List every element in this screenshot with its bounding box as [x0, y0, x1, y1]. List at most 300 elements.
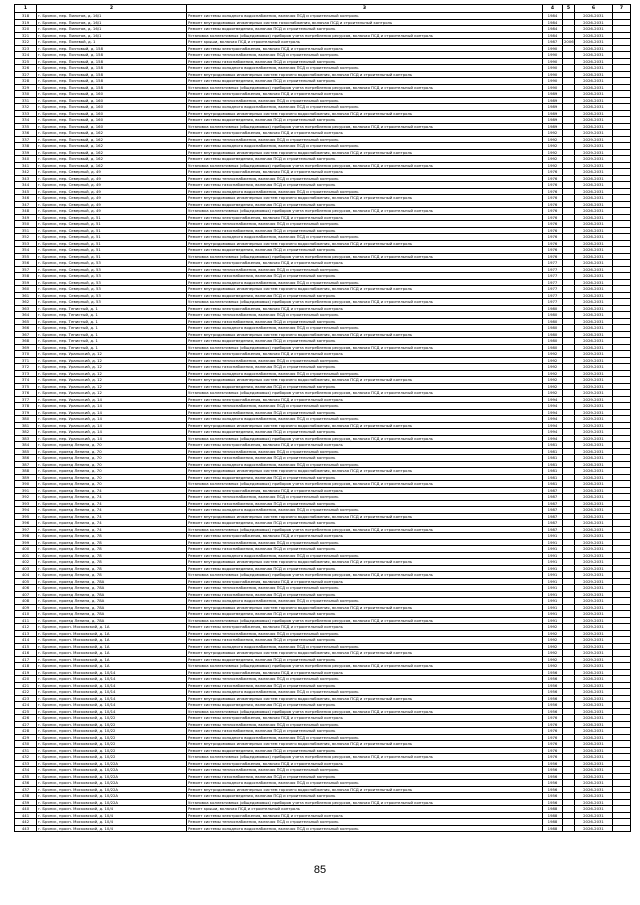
build-year-cell: 1981: [543, 448, 563, 455]
build-year-cell: 1991: [543, 559, 563, 566]
work-type-cell: Ремонт внутридомовых инженерных систем горячего водоснабжения, включая ПСД и строительный контроль: [187, 786, 543, 793]
row-number-cell: 414: [15, 637, 37, 644]
work-type-cell: Ремонт системы электроснабжения, включая ПСД и строительный контроль: [187, 669, 543, 676]
planned-period-cell: 2029-2031: [575, 650, 613, 657]
address-cell: г. Брянск, проезд Ленина, д. 78А: [37, 604, 187, 611]
planned-period-cell: 2026-2031: [575, 292, 613, 299]
build-year-cell: 1976: [543, 221, 563, 228]
row-number-cell: 330: [15, 91, 37, 98]
planned-period-cell: 2026-2031: [575, 266, 613, 273]
work-type-cell: Установка коллективных (общедомовых) приборов учета потребления ресурсов, включая ПСД и строительный контроль: [187, 526, 543, 533]
work-type-cell: Ремонт системы холодного водоснабжения, включая ПСД и строительный контроль: [187, 507, 543, 514]
build-year-cell: 1977: [543, 299, 563, 306]
build-year-cell: 1992: [543, 370, 563, 377]
planned-period-cell: 2029-2031: [575, 149, 613, 156]
address-cell: г. Брянск, просп. Московский, д. 10/22: [37, 747, 187, 754]
work-type-cell: Ремонт системы водоотведения, включая ПСД и строительный контроль: [187, 247, 543, 254]
row-number-cell: 399: [15, 539, 37, 546]
planned-period-cell: 2026-2031: [575, 455, 613, 462]
planned-period-cell: 2029-2031: [575, 565, 613, 572]
row-number-cell: 337: [15, 136, 37, 143]
register-sheet: [14, 4, 630, 832]
build-year-cell: 1994: [543, 403, 563, 410]
build-year-cell: 1976: [543, 182, 563, 189]
work-type-cell: Ремонт системы холодного водоснабжения, включая ПСД и строительный контроль: [187, 825, 543, 832]
row-number-cell: 382: [15, 429, 37, 436]
row-number-cell: 364: [15, 312, 37, 319]
build-year-cell: 1991: [543, 565, 563, 572]
address-cell: г. Брянск, пер. Северный, д. 49: [37, 208, 187, 215]
build-year-cell: 1991: [543, 611, 563, 618]
row-number-cell: 443: [15, 825, 37, 832]
address-cell: г. Брянск, пер. Северный, д. 53: [37, 299, 187, 306]
build-year-cell: 1992: [543, 377, 563, 384]
work-type-cell: Ремонт системы электроснабжения, включая ПСД и строительный контроль: [187, 487, 543, 494]
build-year-cell: 1992: [543, 162, 563, 169]
build-year-cell: 1956: [543, 786, 563, 793]
planned-period-cell: 2026-2031: [575, 91, 613, 98]
address-cell: г. Брянск, пер. Северный, д. 51: [37, 240, 187, 247]
planned-period-cell: 2026-2031: [575, 71, 613, 78]
works-table: [14, 4, 631, 832]
row-number-cell: 375: [15, 383, 37, 390]
build-year-cell: 1981: [543, 474, 563, 481]
build-year-cell: 1976: [543, 208, 563, 215]
build-year-cell: 1980: [543, 318, 563, 325]
row-number-cell: 393: [15, 500, 37, 507]
row-number-cell: 438: [15, 793, 37, 800]
planned-period-cell: 2029-2031: [575, 585, 613, 592]
col-header-6: 6: [575, 5, 613, 13]
planned-period-cell: 2026-2031: [575, 526, 613, 533]
planned-period-cell: 2029-2031: [575, 539, 613, 546]
planned-period-cell: 2029-2031: [575, 409, 613, 416]
row-number-cell: 385: [15, 448, 37, 455]
build-year-cell: 1994: [543, 396, 563, 403]
row-number-cell: 386: [15, 455, 37, 462]
build-year-cell: 1992: [543, 630, 563, 637]
row-number-cell: 326: [15, 65, 37, 72]
build-year-cell: 1956: [543, 689, 563, 696]
build-year-cell: 1987: [543, 500, 563, 507]
work-type-cell: Ремонт системы теплоснабжения, включая ПСД и строительный контроль: [187, 97, 543, 104]
work-type-cell: Ремонт внутридомовых инженерных систем горячего водоснабжения, включая ПСД и строительный контроль: [187, 741, 543, 748]
build-year-cell: 1994: [543, 416, 563, 423]
row-number-cell: 376: [15, 390, 37, 397]
address-cell: г. Брянск, пер. Тенистый, д. 1: [37, 325, 187, 332]
planned-period-cell: 2029-2031: [575, 578, 613, 585]
row-number-cell: 383: [15, 435, 37, 442]
work-type-cell: Ремонт системы холодного водоснабжения, включая ПСД и строительный контроль: [187, 104, 543, 111]
planned-period-cell: 2026-2031: [575, 273, 613, 280]
work-type-cell: Ремонт системы водоотведения, включая ПСД и строительный контроль: [187, 656, 543, 663]
planned-period-cell: 2029-2031: [575, 643, 613, 650]
row-number-cell: 437: [15, 786, 37, 793]
work-type-cell: Ремонт системы газоснабжения, включая ПСД и строительный контроль: [187, 728, 543, 735]
col-header-3: 3: [187, 5, 543, 13]
work-type-cell: Ремонт системы водоотведения, включая ПСД и строительный контроль: [187, 117, 543, 124]
address-cell: г. Брянск, пер. Северный, д. 53: [37, 273, 187, 280]
work-type-cell: Ремонт системы водоотведения, включая ПСД и строительный контроль: [187, 474, 543, 481]
work-type-cell: Ремонт системы газоснабжения, включая ПСД и строительный контроль: [187, 682, 543, 689]
address-cell: г. Брянск, пер. Почтовый, д. 162: [37, 162, 187, 169]
build-year-cell: 1990: [543, 71, 563, 78]
row-number-cell: 323: [15, 45, 37, 52]
col-header-1: 1: [15, 5, 37, 13]
address-cell: г. Брянск, просп. Московский, д. 1А: [37, 630, 187, 637]
work-type-cell: Установка коллективных (общедомовых) приборов учета потребления ресурсов, включая ПСД и строительный контроль: [187, 208, 543, 215]
work-type-cell: Ремонт системы электроснабжения, включая ПСД и строительный контроль: [187, 715, 543, 722]
build-year-cell: 1989: [543, 97, 563, 104]
row-number-cell: 344: [15, 182, 37, 189]
address-cell: г. Брянск, просп. Московский, д. 10/22А: [37, 760, 187, 767]
build-year-cell: 1990: [543, 78, 563, 85]
work-type-cell: Ремонт системы электроснабжения, включая ПСД и строительный контроль: [187, 260, 543, 267]
address-cell: г. Брянск, просп. Московский, д. 10/14: [37, 676, 187, 683]
row-number-cell: 324: [15, 52, 37, 59]
page-number: 85: [313, 864, 327, 876]
row-number-cell: 431: [15, 747, 37, 754]
address-cell: г. Брянск, проезд Ленина, д. 74: [37, 526, 187, 533]
address-cell: г. Брянск, пер. Северный, д. 51: [37, 253, 187, 260]
build-year-cell: 1988: [543, 819, 563, 826]
row-number-cell: 411: [15, 617, 37, 624]
planned-period-cell: 2026-2031: [575, 123, 613, 130]
address-cell: г. Брянск, пер. Северный, д. 53: [37, 292, 187, 299]
address-cell: г. Брянск, пер. Тенистый, д. 1: [37, 338, 187, 345]
address-cell: г. Брянск, просп. Московский, д. 10/22: [37, 721, 187, 728]
work-type-cell: Ремонт системы холодного водоснабжения, включая ПСД и строительный контроль: [187, 552, 543, 559]
work-type-cell: Ремонт внутридомовых инженерных систем горячего водоснабжения, включая ПСД и строительный контроль: [187, 695, 543, 702]
build-year-cell: 1987: [543, 494, 563, 501]
planned-period-cell: 2029-2031: [575, 604, 613, 611]
planned-period-cell: 2026-2031: [575, 669, 613, 676]
planned-period-cell: 2026-2031: [575, 513, 613, 520]
planned-period-cell: 2026-2031: [575, 448, 613, 455]
work-type-cell: Ремонт системы электроснабжения, включая ПСД и строительный контроль: [187, 214, 543, 221]
address-cell: г. Брянск, просп. Московский, д. 10/14: [37, 702, 187, 709]
planned-period-cell: 2026-2031: [575, 338, 613, 345]
row-number-cell: 370: [15, 351, 37, 358]
work-type-cell: Ремонт системы холодного водоснабжения, включая ПСД и строительный контроль: [187, 734, 543, 741]
address-cell: г. Брянск, пер. Тенистый, д. 1: [37, 312, 187, 319]
planned-period-cell: 2026-2031: [575, 507, 613, 514]
work-type-cell: Ремонт внутридомовых инженерных систем горячего водоснабжения, включая ПСД и строительный контроль: [187, 240, 543, 247]
row-number-cell: 343: [15, 175, 37, 182]
build-year-cell: 1991: [543, 533, 563, 540]
note-cell: [613, 825, 631, 832]
address-cell: г. Брянск, проезд Ленина, д. 70: [37, 455, 187, 462]
address-cell: г. Брянск, пер. Пилотов, д. 16/1: [37, 13, 187, 20]
row-number-cell: 322: [15, 39, 37, 46]
build-year-cell: 1977: [543, 286, 563, 293]
address-cell: г. Брянск, проезд Ленина, д. 74: [37, 520, 187, 527]
work-type-cell: Ремонт системы электроснабжения, включая ПСД и строительный контроль: [187, 396, 543, 403]
work-type-cell: Ремонт системы водоотведения, включая ПСД и строительный контроль: [187, 78, 543, 85]
build-year-cell: 1992: [543, 383, 563, 390]
work-type-cell: Установка коллективных (общедомовых) приборов учета потребления ресурсов, включая ПСД и строительный контроль: [187, 799, 543, 806]
row-number-cell: 409: [15, 604, 37, 611]
build-year-cell: 1976: [543, 747, 563, 754]
address-cell: г. Брянск, пер. Почтовый, д. 162: [37, 143, 187, 150]
build-year-cell: 1956: [543, 760, 563, 767]
build-year-cell: 1990: [543, 58, 563, 65]
work-type-cell: Ремонт системы газоснабжения, включая ПСД и строительный контроль: [187, 58, 543, 65]
row-number-cell: 365: [15, 318, 37, 325]
build-year-cell: 1990: [543, 45, 563, 52]
work-type-cell: Ремонт внутридомовых инженерных систем горячего водоснабжения, включая ПСД и строительный контроль: [187, 422, 543, 429]
col-header-2: 2: [37, 5, 187, 13]
planned-period-cell: 2029-2031: [575, 377, 613, 384]
row-number-cell: 436: [15, 780, 37, 787]
row-number-cell: 350: [15, 221, 37, 228]
planned-period-cell: 2026-2031: [575, 84, 613, 91]
planned-period-cell: 2029-2031: [575, 416, 613, 423]
work-type-cell: Ремонт системы водоотведения, включая ПСД и строительный контроль: [187, 793, 543, 800]
build-year-cell: 1991: [543, 539, 563, 546]
planned-period-cell: 2026-2031: [575, 221, 613, 228]
work-type-cell: Ремонт системы холодного водоснабжения, включая ПСД и строительный контроль: [187, 598, 543, 605]
build-year-cell: 1984: [543, 32, 563, 39]
build-year-cell: 1984: [543, 26, 563, 33]
row-number-cell: 329: [15, 84, 37, 91]
address-cell: г. Брянск, пер. Почтовый, д. 158: [37, 84, 187, 91]
build-year-cell: 1976: [543, 175, 563, 182]
address-cell: г. Брянск, проезд Ленина, д. 70: [37, 461, 187, 468]
build-year-cell: 1956: [543, 767, 563, 774]
row-number-cell: 387: [15, 461, 37, 468]
address-cell: г. Брянск, просп. Московский, д. 10/22: [37, 728, 187, 735]
row-number-cell: 441: [15, 812, 37, 819]
build-year-cell: 1994: [543, 409, 563, 416]
work-type-cell: Ремонт системы теплоснабжения, включая ПСД и строительный контроль: [187, 448, 543, 455]
planned-period-cell: 2026-2031: [575, 234, 613, 241]
address-cell: г. Брянск, проезд Ленина, д. 70: [37, 481, 187, 488]
work-type-cell: Ремонт системы холодного водоснабжения, включая ПСД и строительный контроль: [187, 370, 543, 377]
build-year-cell: 1981: [543, 455, 563, 462]
address-cell: г. Брянск, проезд Ленина, д. 78: [37, 539, 187, 546]
address-cell: г. Брянск, пер. Северный, д. 49: [37, 188, 187, 195]
row-number-cell: 334: [15, 117, 37, 124]
work-type-cell: Ремонт системы теплоснабжения, включая ПСД и строительный контроль: [187, 52, 543, 59]
work-type-cell: Ремонт внутридомовых инженерных систем газоснабжения, включая ПСД и строительный контроль: [187, 19, 543, 26]
planned-period-cell: 2026-2031: [575, 812, 613, 819]
planned-period-cell: 2029-2031: [575, 559, 613, 566]
work-type-cell: Ремонт системы электроснабжения, включая ПСД и строительный контроль: [187, 305, 543, 312]
planned-period-cell: 2026-2031: [575, 702, 613, 709]
planned-period-cell: 2029-2031: [575, 533, 613, 540]
address-cell: г. Брянск, проезд Ленина, д. 74: [37, 500, 187, 507]
planned-period-cell: 2029-2031: [575, 663, 613, 670]
row-number-cell: 327: [15, 71, 37, 78]
table-body: [15, 13, 631, 832]
work-type-cell: Ремонт внутридомовых инженерных систем горячего водоснабжения, включая ПСД и строительный контроль: [187, 331, 543, 338]
row-number-cell: 360: [15, 286, 37, 293]
build-year-cell: 1977: [543, 266, 563, 273]
planned-period-cell: 2026-2031: [575, 474, 613, 481]
build-year-cell: 1956: [543, 682, 563, 689]
work-type-cell: Ремонт системы водоотведения, включая ПСД и строительный контроль: [187, 429, 543, 436]
planned-period-cell: 2026-2031: [575, 780, 613, 787]
address-cell: г. Брянск, проезд Ленина, д. 78: [37, 546, 187, 553]
planned-period-cell: 2026-2031: [575, 214, 613, 221]
row-number-cell: 422: [15, 689, 37, 696]
work-type-cell: Ремонт системы теплоснабжения, включая ПСД и строительный контроль: [187, 312, 543, 319]
row-number-cell: 391: [15, 487, 37, 494]
build-year-cell: 1956: [543, 669, 563, 676]
row-number-cell: 342: [15, 169, 37, 176]
row-number-cell: 405: [15, 578, 37, 585]
work-type-cell: Установка коллективных (общедомовых) приборов учета потребления ресурсов, включая ПСД и строительный контроль: [187, 481, 543, 488]
work-type-cell: Ремонт системы газоснабжения, включая ПСД и строительный контроль: [187, 409, 543, 416]
address-cell: г. Брянск, пер. Северный, д. 51: [37, 234, 187, 241]
work-type-cell: Ремонт системы газоснабжения, включая ПСД и строительный контроль: [187, 227, 543, 234]
col-header-4: 4: [543, 5, 563, 13]
address-cell: г. Брянск, пер. Почтовый, д. 162: [37, 136, 187, 143]
address-cell: г. Брянск, пер. Северный, д. 53: [37, 260, 187, 267]
work-type-cell: Ремонт внутридомовых инженерных систем горячего водоснабжения, включая ПСД и строительный контроль: [187, 468, 543, 475]
row-number-cell: 435: [15, 773, 37, 780]
column-number-row: [15, 5, 631, 13]
address-cell: г. Брянск, пер. Почтовый, д. 160: [37, 110, 187, 117]
address-cell: г. Брянск, пер. Уральский, д. 12: [37, 357, 187, 364]
planned-period-cell: 2026-2031: [575, 819, 613, 826]
work-type-cell: Ремонт системы холодного водоснабжения, включая ПСД и строительный контроль: [187, 780, 543, 787]
address-cell: г. Брянск, просп. Московский, д. 10/22: [37, 741, 187, 748]
work-type-cell: Ремонт системы электроснабжения, включая ПСД и строительный контроль: [187, 624, 543, 631]
row-number-cell: 400: [15, 546, 37, 553]
planned-period-cell: 2026-2031: [575, 286, 613, 293]
row-number-cell: 433: [15, 760, 37, 767]
work-type-cell: Ремонт системы теплоснабжения, включая ПСД и строительный контроль: [187, 266, 543, 273]
build-year-cell: 1981: [543, 481, 563, 488]
col-header-5: 5: [563, 5, 575, 13]
address-cell: г. Брянск, просп. Московский, д. 10/22А: [37, 786, 187, 793]
build-year-cell: 1989: [543, 123, 563, 130]
address-cell: г. Брянск, пер. Северный, д. 53: [37, 286, 187, 293]
address-cell: г. Брянск, пер. Уральский, д. 14: [37, 403, 187, 410]
planned-period-cell: 2026-2031: [575, 299, 613, 306]
row-number-cell: 363: [15, 305, 37, 312]
address-cell: г. Брянск, пер. Почтовый, д. 160: [37, 97, 187, 104]
work-type-cell: Ремонт внутридомовых инженерных систем горячего водоснабжения, включая ПСД и строительный контроль: [187, 149, 543, 156]
build-year-cell: 1992: [543, 650, 563, 657]
address-cell: г. Брянск, проезд Ленина, д. 70: [37, 448, 187, 455]
address-cell: г. Брянск, проезд Ленина, д. 70: [37, 474, 187, 481]
build-year-cell: 1991: [543, 552, 563, 559]
work-type-cell: Установка коллективных (общедомовых) приборов учета потребления ресурсов, включая ПСД и строительный контроль: [187, 617, 543, 624]
row-number-cell: 389: [15, 474, 37, 481]
planned-period-cell: 2026-2031: [575, 32, 613, 39]
work-type-cell: Ремонт системы теплоснабжения, включая ПСД и строительный контроль: [187, 136, 543, 143]
build-year-cell: 1989: [543, 117, 563, 124]
row-number-cell: 325: [15, 58, 37, 65]
row-number-cell: 358: [15, 273, 37, 280]
row-number-cell: 368: [15, 338, 37, 345]
address-cell: г. Брянск, просп. Московский, д. 10/14: [37, 669, 187, 676]
planned-period-cell: 2029-2031: [575, 637, 613, 644]
build-year-cell: 1976: [543, 754, 563, 761]
row-number-cell: 401: [15, 552, 37, 559]
build-year-cell: 1988: [543, 825, 563, 832]
work-type-cell: Установка коллективных (общедомовых) приборов учета потребления ресурсов, включая ПСД и строительный контроль: [187, 344, 543, 351]
work-type-cell: Ремонт системы теплоснабжения, включая ПСД и строительный контроль: [187, 357, 543, 364]
work-type-cell: Установка коллективных (общедомовых) приборов учета потребления ресурсов, включая ПСД и строительный контроль: [187, 123, 543, 130]
work-type-cell: Ремонт системы холодного водоснабжения, включая ПСД и строительный контроль: [187, 689, 543, 696]
address-cell: г. Брянск, просп. Московский, д. 10/4: [37, 806, 187, 813]
address-cell: г. Брянск, проезд Ленина, д. 78: [37, 533, 187, 540]
build-year-cell: 1977: [543, 260, 563, 267]
row-number-cell: 340: [15, 156, 37, 163]
build-year-cell: 1992: [543, 663, 563, 670]
planned-period-cell: 2029-2031: [575, 403, 613, 410]
build-year-cell: 1976: [543, 201, 563, 208]
row-number-cell: 388: [15, 468, 37, 475]
address-cell: г. Брянск, проезд Ленина, д. 78А: [37, 611, 187, 618]
planned-period-cell: 2026-2031: [575, 747, 613, 754]
planned-period-cell: 2029-2031: [575, 546, 613, 553]
work-type-cell: Ремонт системы холодного водоснабжения, включая ПСД и строительный контроль: [187, 279, 543, 286]
planned-period-cell: 2026-2031: [575, 682, 613, 689]
address-cell: г. Брянск, пер. Уральский, д. 14: [37, 409, 187, 416]
row-number-cell: 369: [15, 344, 37, 351]
row-number-cell: 403: [15, 565, 37, 572]
row-number-cell: 426: [15, 715, 37, 722]
address-cell: г. Брянск, пер. Уральский, д. 14: [37, 396, 187, 403]
planned-period-cell: 2029-2031: [575, 383, 613, 390]
planned-period-cell: 2029-2031: [575, 656, 613, 663]
planned-period-cell: 2026-2031: [575, 247, 613, 254]
row-number-cell: 407: [15, 591, 37, 598]
build-year-cell: 1991: [543, 546, 563, 553]
row-number-cell: 394: [15, 507, 37, 514]
planned-period-cell: 2026-2031: [575, 689, 613, 696]
planned-period-cell: 2026-2031: [575, 767, 613, 774]
work-type-cell: Установка коллективных (общедомовых) приборов учета потребления ресурсов, включая ПСД и строительный контроль: [187, 435, 543, 442]
planned-period-cell: 2026-2031: [575, 344, 613, 351]
work-type-cell: Установка коллективных (общедомовых) приборов учета потребления ресурсов, включая ПСД и строительный контроль: [187, 663, 543, 670]
address-cell: г. Брянск, проезд Ленина, д. 74: [37, 513, 187, 520]
address-cell: г. Брянск, просп. Московский, д. 10/22А: [37, 799, 187, 806]
build-year-cell: 1992: [543, 149, 563, 156]
row-number-cell: 373: [15, 370, 37, 377]
row-number-cell: 341: [15, 162, 37, 169]
address-cell: г. Брянск, просп. Московский, д. 10/22А: [37, 780, 187, 787]
address-cell: г. Брянск, проезд Ленина, д. 78: [37, 565, 187, 572]
planned-period-cell: 2026-2031: [575, 487, 613, 494]
build-year-cell: 1980: [543, 344, 563, 351]
address-cell: г. Брянск, просп. Московский, д. 10/14: [37, 682, 187, 689]
address-cell: г. Брянск, проезд Ленина, д. 78: [37, 559, 187, 566]
build-year-cell: 1976: [543, 253, 563, 260]
row-number-cell: 384: [15, 442, 37, 449]
work-type-cell: Ремонт системы теплоснабжения, включая ПСД и строительный контроль: [187, 403, 543, 410]
address-cell: г. Брянск, просп. Московский, д. 10/22: [37, 715, 187, 722]
work-type-cell: Ремонт системы холодного водоснабжения, включая ПСД и строительный контроль: [187, 65, 543, 72]
address-cell: г. Брянск, просп. Московский, д. 10/22А: [37, 773, 187, 780]
build-year-cell: 1980: [543, 312, 563, 319]
row-number-cell: 374: [15, 377, 37, 384]
address-cell: г. Брянск, пер. Северный, д. 51: [37, 221, 187, 228]
planned-period-cell: 2026-2031: [575, 468, 613, 475]
planned-period-cell: 2026-2031: [575, 520, 613, 527]
planned-period-cell: 2026-2031: [575, 97, 613, 104]
work-type-cell: Ремонт системы теплоснабжения, включая ПСД и строительный контроль: [187, 539, 543, 546]
planned-period-cell: 2029-2031: [575, 162, 613, 169]
planned-period-cell: 2026-2031: [575, 754, 613, 761]
build-year-cell: 1991: [543, 604, 563, 611]
address-cell: г. Брянск, проезд Ленина, д. 78А: [37, 598, 187, 605]
